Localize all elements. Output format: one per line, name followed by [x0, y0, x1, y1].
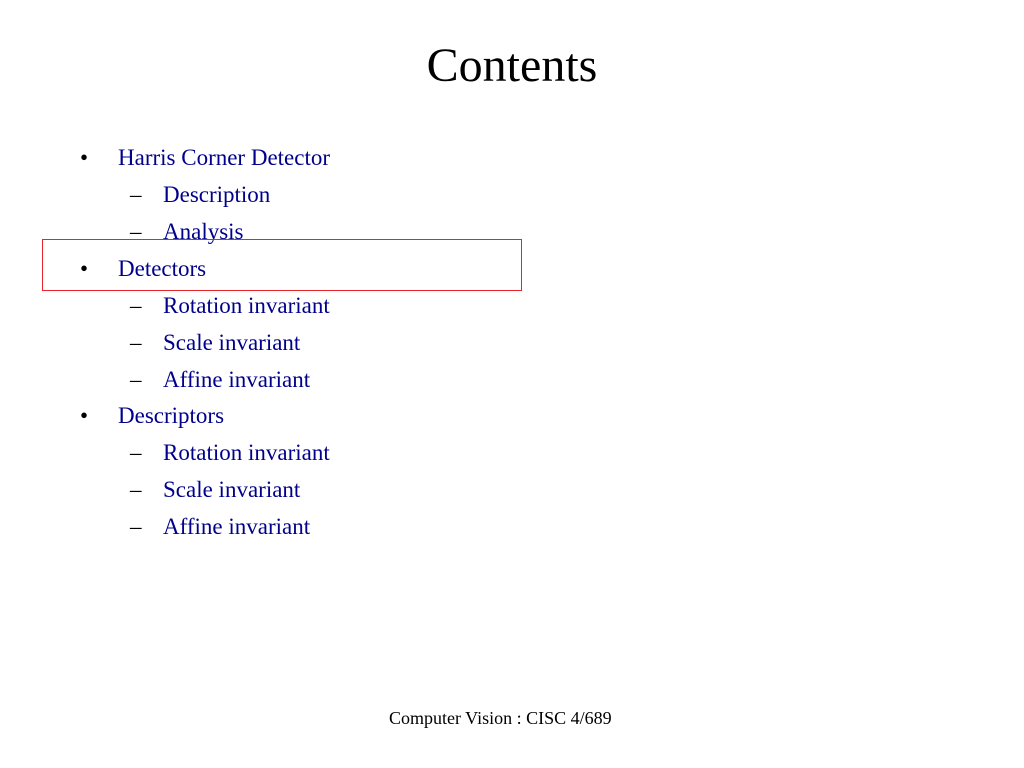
- list-item-text: Rotation invariant: [163, 293, 330, 318]
- list-item-text: Detectors: [118, 256, 207, 281]
- footer-text: Computer Vision : CISC 4/689: [389, 708, 612, 728]
- list-item-text: Scale invariant: [163, 330, 301, 355]
- list-item-text: Rotation invariant: [163, 440, 330, 465]
- list-item-text: Analysis: [163, 219, 244, 244]
- list-item-text: Descriptors: [118, 403, 225, 428]
- dash-marker: –: [130, 514, 142, 539]
- dash-marker: –: [130, 330, 142, 355]
- bullet-marker: •: [80, 403, 89, 428]
- highlight-box: [42, 239, 522, 291]
- list-item-text: Harris Corner Detector: [118, 145, 331, 170]
- list-item-text: Affine invariant: [163, 367, 311, 392]
- list-item-text: Affine invariant: [163, 514, 311, 539]
- slide-title: Contents: [426, 39, 598, 92]
- dash-marker: –: [130, 219, 142, 244]
- dash-marker: –: [130, 477, 142, 502]
- bullet-marker: •: [80, 256, 89, 281]
- dash-marker: –: [130, 182, 142, 207]
- dash-marker: –: [130, 440, 142, 465]
- list-item-text: Scale invariant: [163, 477, 301, 502]
- list-item-text: Description: [163, 182, 271, 207]
- bullet-marker: •: [80, 145, 89, 170]
- dash-marker: –: [130, 367, 142, 392]
- dash-marker: –: [130, 293, 142, 318]
